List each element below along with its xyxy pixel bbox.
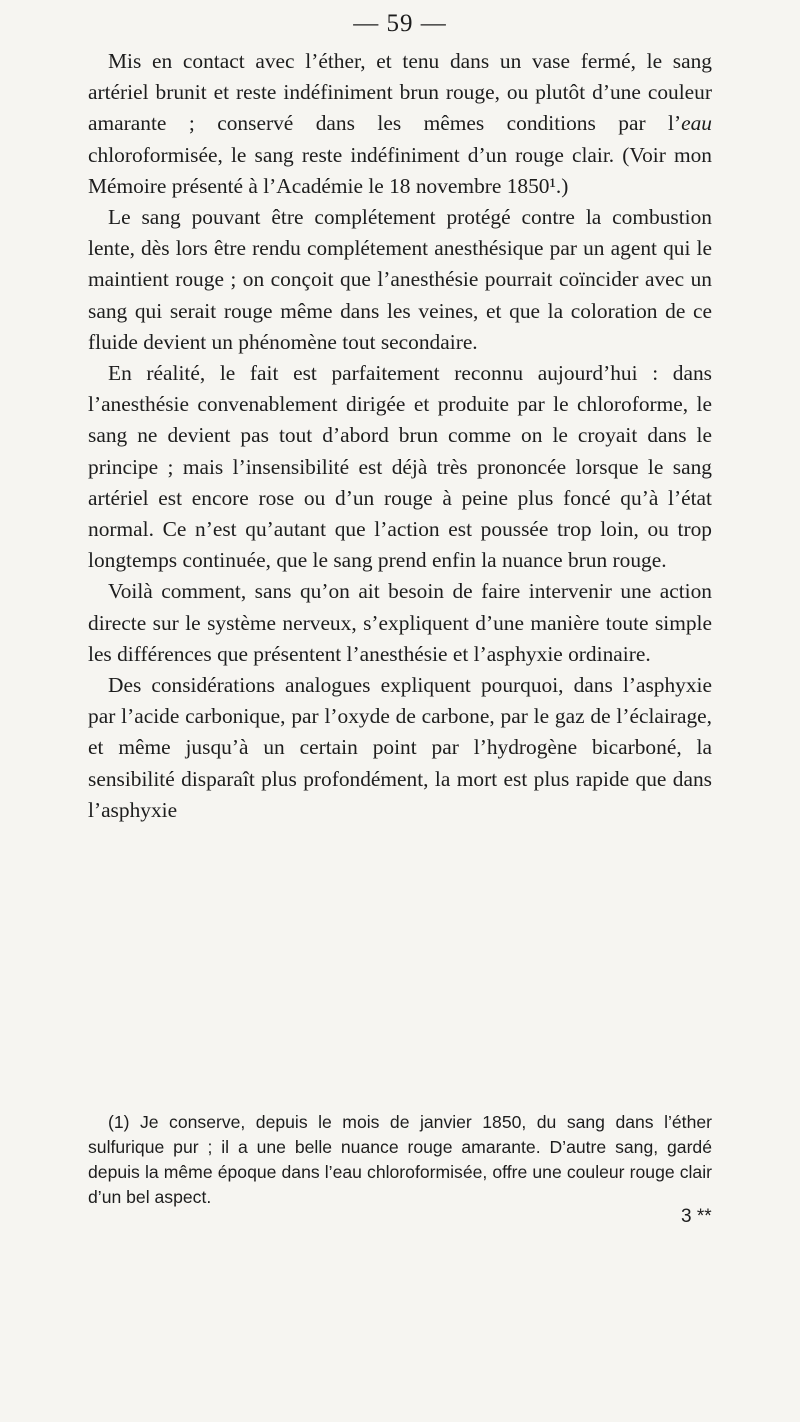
footnote xyxy=(88,1110,712,1210)
page-number: — 59 — xyxy=(353,10,447,37)
signature-mark: 3 ** xyxy=(681,1206,712,1227)
paragraph-5: Des considérations analogues expliquent pourquoi, dans l’asphyxie par l’acide carbonique, par l’oxyde de carbone, par le gaz de l’éclairage, et même jusqu’à un certain point par l’hydrogène bicarboné, la sensibilité disparaît plus profondément, la mort est plus rapide que dans l’asphyxie xyxy=(88,673,712,822)
paragraph-3: En réalité, le fait est parfaitement reconnu aujourd’hui : dans l’anesthésie convenablement dirigée et produite par le chloroforme, le sang ne devient pas tout d’abord brun comme on le croyait dans le principe ; mais l’insensibilité est déjà très prononcée lorsque le sang artériel est encore rose ou d’un rouge à peine plus foncé qu’à l’état normal. Ce n’est qu’autant que l’action est poussée trop loin, ou trop longtemps continuée, que le sang prend enfin la nuance brun rouge. xyxy=(88,361,712,573)
paragraph-1-before: Mis en contact avec l’éther, et tenu dans un vase fermé, le sang artériel brunit et reste indéfiniment brun rouge, ou plutôt d’une couleur amarante ; conservé dans les mêmes conditions par l’ xyxy=(88,49,712,136)
paragraph-1-emphasis: eau xyxy=(681,111,712,136)
paragraph-1 xyxy=(88,46,712,202)
body-text xyxy=(88,46,712,826)
paragraph-1-after: chloroformisée, le sang reste indéfiniment d’un rouge clair. (Voir mon Mémoire présenté à l’Académie le 18 novembre 1850¹.) xyxy=(88,142,712,198)
footnote-text: (1) Je conserve, depuis le mois de janvier 1850, du sang dans l’éther sulfurique pur ; il a une belle nuance rouge amarante. D’autre sang, gardé depuis la même époque dans l’eau chloroformisée, offre une couleur rouge clair d’un bel aspect. xyxy=(88,1112,712,1207)
paragraph-2: Le sang pouvant être complétement protégé contre la combustion lente, dès lors être rendu complétement anesthésique par un agent qui le maintient rouge ; on conçoit que l’anesthésie pourrait coïncider avec un sang qui serait rouge même dans les veines, et que la coloration de ce fluide devient un phénomène tout secondaire. xyxy=(88,205,712,354)
paragraph-4: Voilà comment, sans qu’on ait besoin de faire intervenir une action directe sur le système nerveux, s’expliquent d’une manière toute simple les différences que présentent l’anesthésie et l’asphyxie ordinaire. xyxy=(88,579,712,666)
